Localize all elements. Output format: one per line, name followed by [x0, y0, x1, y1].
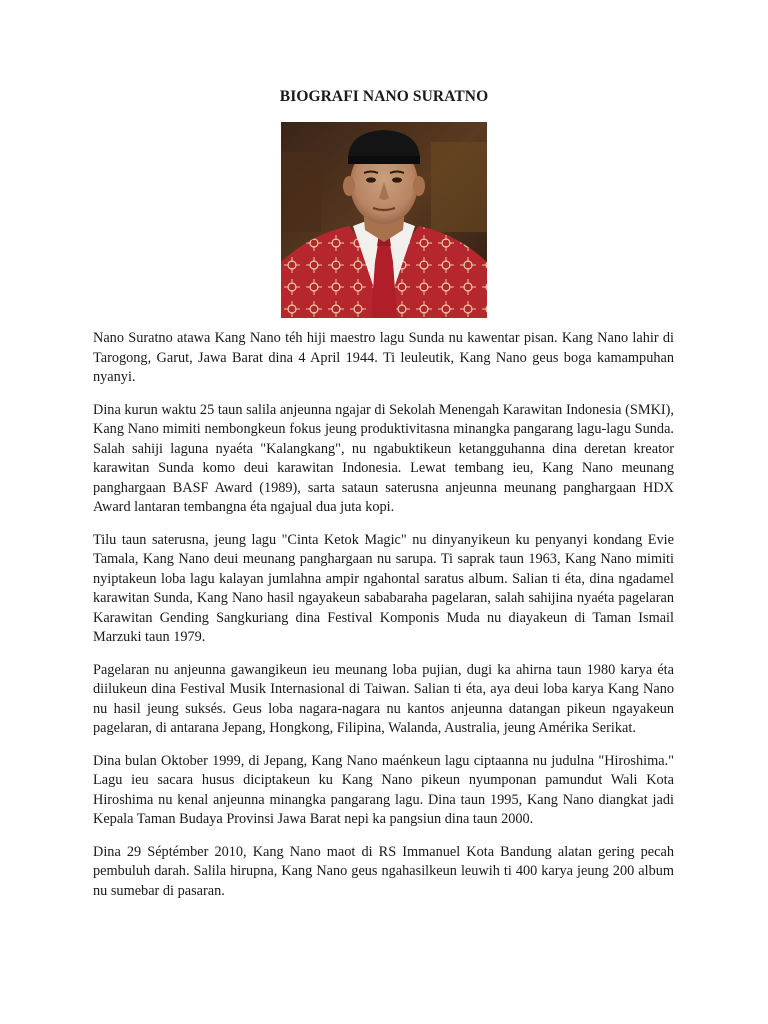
biography-body [93, 329, 674, 914]
paragraph-5: Dina bulan Oktober 1999, di Jepang, Kang Nano maénkeun lagu ciptaanna nu judulna "Hiroshima." Lagu ieu sacara husus diciptakeun ku Kang Nano pikeun nyumponan pamundut Wali Kota Hiroshima nu kenal anjeunna minangka pangarang lagu. Dina taun 1995, Kang Nano diangkat jadi Kepala Taman Budaya Provinsi Jawa Barat nepi ka pangsiun dina taun 2000. [93, 752, 674, 827]
portrait-photo [281, 122, 487, 318]
document-title: BIOGRAFI NANO SURATNO [279, 88, 489, 105]
paragraph-1: Nano Suratno atawa Kang Nano téh hiji maestro lagu Sunda nu kawentar pisan. Kang Nano lahir di Tarogong, Garut, Jawa Barat dina 4 April 1944. Ti leuleutik, Kang Nano geus boga kamampuhan nyanyi. [93, 330, 674, 385]
paragraph-6: Dina 29 Séptémber 2010, Kang Nano maot di RS Immanuel Kota Bandung alatan gering pecah pembuluh darah. Salila hirupna, Kang Nano geus ngahasilkeun leuwih ti 400 karya jeung 200 album nu sumebar di pasaran. [93, 843, 674, 899]
paragraph-4: Pagelaran nu anjeunna gawangikeun ieu meunang loba pujian, dugi ka ahirna taun 1980 karya éta diilukeun dina Festival Musik Internasional di Taiwan. Salian ti éta, aya deui loba karya Kang Nano nu hasil jeung suksés. Geus loba nagara-nagara nu kantos anjeunna datangan pikeun ngayakeun pagelaran, di antarana Jepang, Hongkong, Filipina, Walanda, Australia, jeung Amérika Serikat. [93, 661, 674, 736]
paragraph-2: Dina kurun waktu 25 taun salila anjeunna ngajar di Sekolah Menengah Karawitan Indonesia (SMKI), Kang Nano mimiti nembongkeun fokus jeung produktivitasna minangka pangarang lagu-lagu Sunda. Salah sahiji laguna nyaéta "Kalangkang", nu ngabuktikeun ketangguhanna dina deretan kreator karawitan Sunda komo deui karawitan Indonesia. Lewat tembang ieu, Kang Nano meunang panghargaan BASF Award (1989), sarta sataun saterusna anjeunna meunang panghargaan HDX Award lantaran tembangna éta ngajual dua juta kopi. [93, 401, 674, 515]
paragraph-3: Tilu taun saterusna, jeung lagu "Cinta Ketok Magic" nu dinyanyikeun ku penyanyi kondang Evie Tamala, Kang Nano deui meunang panghargaan nu sarupa. Ti saprak taun 1963, Kang Nano mimiti nyiptakeun loba lagu kalayan jumlahna ampir ngahontal saratus album. Salian ti éta, dina ngadamel karawitan Sunda, Kang Nano hasil ngayakeun sababaraha pagelaran, salah sahijina nyaéta pagelaran Karawitan Gending Sangkuriang dina Festival Komponis Muda nu diayakeun di Taman Ismail Marzuki taun 1979. [93, 531, 674, 645]
